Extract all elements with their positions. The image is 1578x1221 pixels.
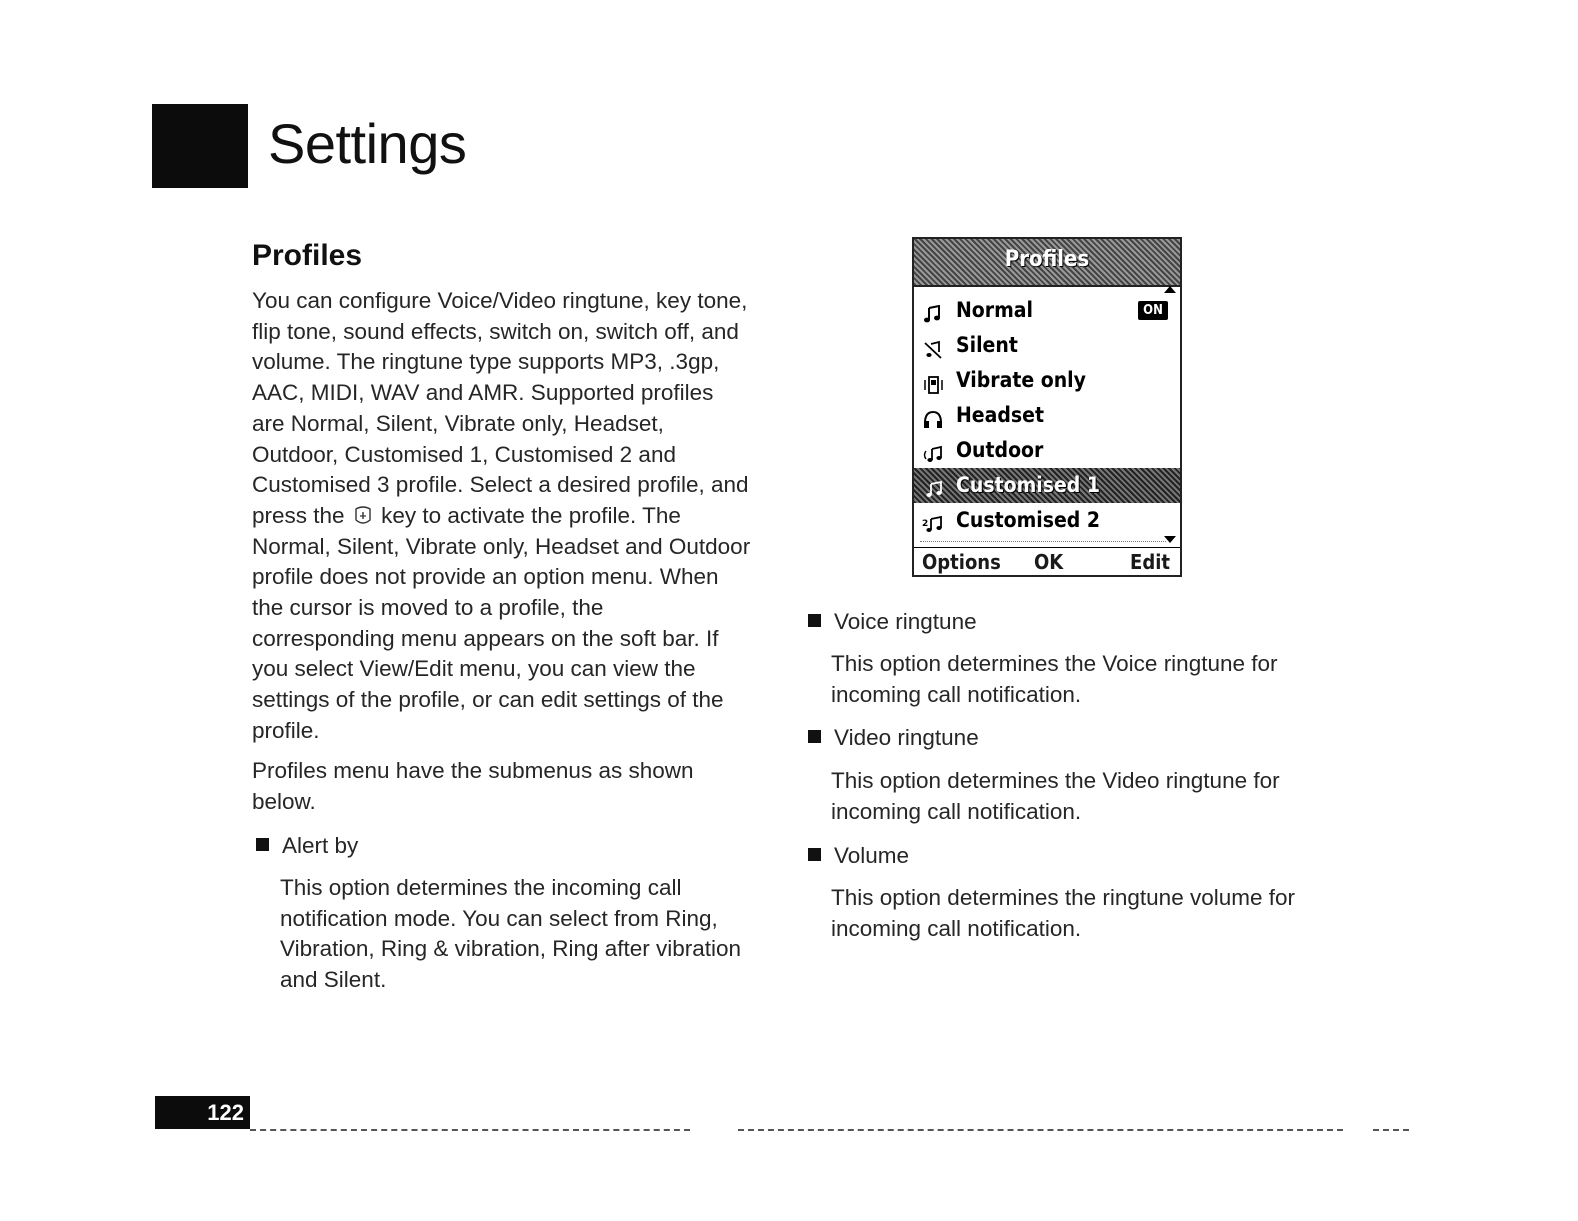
- profile-item-vibrate-only[interactable]: [914, 363, 1180, 398]
- bullet-video-ringtune: [808, 723, 979, 753]
- loud-note-icon: [922, 441, 944, 461]
- section-title: Profiles: [252, 239, 363, 272]
- softkey-options[interactable]: Options: [922, 550, 1001, 574]
- profile-label: Vibrate only: [956, 368, 1086, 392]
- profile-item-headset[interactable]: [914, 398, 1180, 433]
- bullet-alert-by: [256, 831, 358, 861]
- footer-rule: [1373, 1129, 1409, 1131]
- footer-rule: [738, 1129, 1343, 1131]
- custom-note-icon: [922, 476, 944, 496]
- bullet-voice-ringtune: [808, 607, 977, 637]
- phone-title-bar: [914, 239, 1180, 287]
- softkey-ok[interactable]: OK: [1034, 550, 1064, 574]
- bullet-volume: [808, 841, 909, 871]
- active-badge: ON: [1138, 301, 1168, 320]
- alert-by-description: This option determines the incoming call notification mode. You can select from Ring, Vibration, Ring & vibration, Ring after vibration and Silent.: [280, 875, 742, 993]
- separator: [920, 541, 1166, 542]
- profile-label: Outdoor: [956, 438, 1044, 462]
- phone-title: Profiles: [1004, 247, 1090, 272]
- profile-label: Customised 2: [956, 508, 1101, 532]
- intro-paragraph: [252, 286, 752, 747]
- soft-key-bar: [914, 547, 1180, 576]
- profile-label: Normal: [956, 298, 1034, 322]
- intro-text-part1: You can configure Voice/Video ringtune, key tone, flip tone, sound effects, switch on, switch off, and volume. The ringtune type supports MP3, .3gp, AAC, MIDI, WAV and AMR. Supported profiles are Normal, Silent, Vibrate only, Headset, Outdoor, Customised 1, Customised 2 and Customised 3 profile. Select a desired profile, and press the: [252, 288, 749, 528]
- profile-item-customised-2[interactable]: [914, 503, 1180, 538]
- bullet-title: Alert by: [282, 833, 359, 858]
- chapter-marker-block: [152, 104, 248, 188]
- custom-note-icon: [922, 511, 944, 531]
- video-ringtune-description: This option determines the Video ringtune for incoming call notification.: [831, 768, 1280, 824]
- ok-key-icon: [353, 505, 373, 527]
- profile-item-customised-1[interactable]: [914, 468, 1180, 503]
- profile-item-silent[interactable]: [914, 328, 1180, 363]
- submenu-intro: Profiles menu have the submenus as shown below.: [252, 758, 694, 814]
- bullet-square-icon: [256, 838, 269, 851]
- phone-screen: [912, 237, 1182, 577]
- footer-rule: [250, 1129, 690, 1131]
- profile-label: Silent: [956, 333, 1018, 357]
- bullet-square-icon: [808, 730, 821, 743]
- bullet-title: Volume: [834, 843, 910, 868]
- bullet-square-icon: [808, 614, 821, 627]
- bullet-title: Video ringtune: [834, 725, 979, 750]
- headset-icon: [922, 406, 944, 426]
- svg-text:2: 2: [922, 519, 929, 529]
- mute-icon: [922, 336, 944, 356]
- intro-text-part2: key to activate the profile. The Normal, Silent, Vibrate only, Headset and Outdoor profile does not provide an option menu. When the cursor is moved to a profile, the corresponding menu appears on the soft bar. If you select View/Edit menu, you can view the settings of the profile, or can edit settings of the profile.: [252, 502, 751, 743]
- scroll-up-arrow-icon[interactable]: [1164, 286, 1176, 293]
- page-title: Settings: [268, 112, 467, 175]
- profile-item-outdoor[interactable]: [914, 433, 1180, 468]
- vibrate-icon: [922, 371, 944, 391]
- bullet-title: Voice ringtune: [834, 609, 977, 634]
- music-note-icon: [922, 301, 944, 321]
- softkey-edit[interactable]: Edit: [1130, 550, 1170, 574]
- page-number: 122: [155, 1096, 250, 1129]
- profile-label: Headset: [956, 403, 1044, 427]
- volume-description: This option determines the ringtune volume for incoming call notification.: [831, 885, 1295, 941]
- bullet-square-icon: [808, 848, 821, 861]
- voice-ringtune-description: This option determines the Voice ringtune for incoming call notification.: [831, 651, 1278, 707]
- scroll-down-arrow-icon[interactable]: [1164, 536, 1176, 543]
- profile-label: Customised 1: [956, 473, 1101, 497]
- profile-item-normal[interactable]: [914, 293, 1180, 328]
